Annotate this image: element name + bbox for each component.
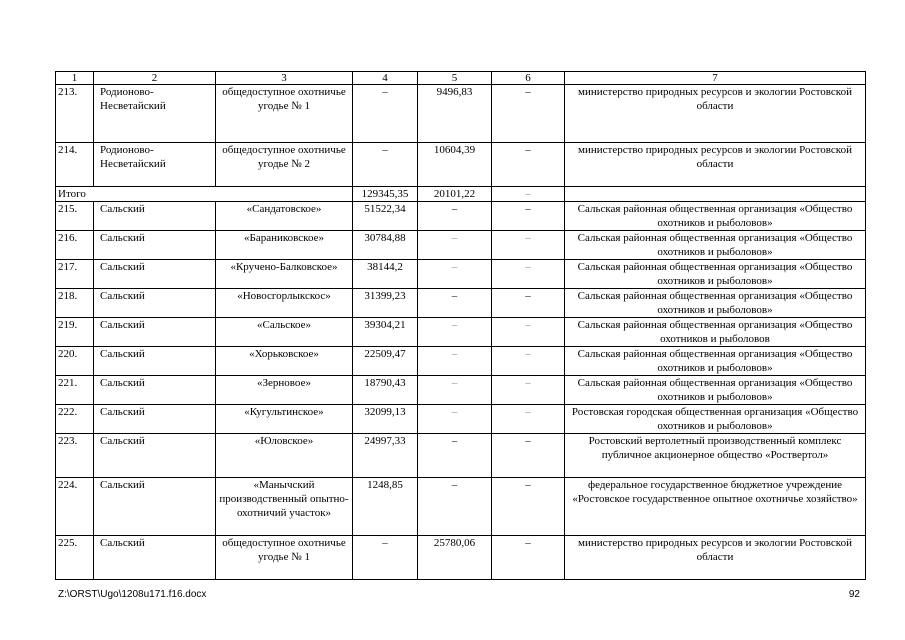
organization-cell: Сальская районная общественная организация «Общество охотников и рыболовов»	[565, 231, 866, 260]
row-number: 221.	[56, 376, 94, 405]
col6-cell: –	[492, 318, 565, 347]
area-cell: 38144,2	[353, 260, 418, 289]
district-cell: Сальский	[94, 318, 216, 347]
public-area-cell: –	[418, 260, 492, 289]
table-row	[56, 260, 866, 289]
row-number: 213.	[56, 85, 94, 143]
document-table	[55, 71, 866, 580]
table-row	[56, 318, 866, 347]
col6-cell: –	[492, 260, 565, 289]
row-number: 224.	[56, 478, 94, 536]
public-area-cell: –	[418, 347, 492, 376]
area-cell: 32099,13	[353, 405, 418, 434]
table-row	[56, 376, 866, 405]
hunting-ground-name: «Юловское»	[216, 434, 353, 478]
public-area-cell: –	[418, 318, 492, 347]
public-area-cell: 25780,06	[418, 536, 492, 580]
district-cell: Сальский	[94, 405, 216, 434]
district-cell: Сальский	[94, 536, 216, 580]
header-cell: 6	[492, 72, 565, 85]
page-number: 92	[848, 589, 860, 600]
district-cell: Сальский	[94, 478, 216, 536]
hunting-ground-name: «Зерновое»	[216, 376, 353, 405]
header-cell: 2	[94, 72, 216, 85]
col6-cell: –	[492, 405, 565, 434]
table-row	[56, 143, 866, 187]
organization-cell: Сальская районная общественная организация «Общество охотников и рыболовов»	[565, 260, 866, 289]
table-row	[56, 405, 866, 434]
col6-cell: –	[492, 231, 565, 260]
total-label: Итого	[56, 187, 353, 202]
hunting-ground-name: «Бараниковское»	[216, 231, 353, 260]
public-area-cell: –	[418, 202, 492, 231]
organization-cell: министерство природных ресурсов и экологии Ростовской области	[565, 85, 866, 143]
district-cell: Сальский	[94, 347, 216, 376]
table-row	[56, 434, 866, 478]
total-empty-cell	[565, 187, 866, 202]
header-cell: 7	[565, 72, 866, 85]
total-col6-cell: –	[492, 187, 565, 202]
area-cell: 39304,21	[353, 318, 418, 347]
organization-cell: Сальская районная общественная организация «Общество охотников и рыболовов»	[565, 289, 866, 318]
organization-cell: Сальская районная общественная организация «Общество охотников и рыболовов	[565, 318, 866, 347]
col6-cell: –	[492, 143, 565, 187]
district-cell: Сальский	[94, 202, 216, 231]
table-row	[56, 231, 866, 260]
total-row	[56, 187, 866, 202]
organization-cell: министерство природных ресурсов и экологии Ростовской области	[565, 536, 866, 580]
public-area-cell: –	[418, 478, 492, 536]
hunting-ground-name: «Сандатовское»	[216, 202, 353, 231]
district-cell: Сальский	[94, 289, 216, 318]
table-row	[56, 478, 866, 536]
hunting-ground-name: «Манычский производственный опытно-охотничий участок»	[216, 478, 353, 536]
organization-cell: Сальская районная общественная организация «Общество охотников и рыболовов»	[565, 376, 866, 405]
table-row	[56, 202, 866, 231]
area-cell: –	[353, 85, 418, 143]
area-cell: 18790,43	[353, 376, 418, 405]
row-number: 217.	[56, 260, 94, 289]
col6-cell: –	[492, 202, 565, 231]
hunting-ground-name: «Кугультинское»	[216, 405, 353, 434]
public-area-cell: –	[418, 289, 492, 318]
organization-cell: Сальская районная общественная организация «Общество охотников и рыболовов»	[565, 347, 866, 376]
col6-cell: –	[492, 289, 565, 318]
table-row	[56, 85, 866, 143]
header-cell: 5	[418, 72, 492, 85]
row-number: 215.	[56, 202, 94, 231]
total-public-area-cell: 20101,22	[418, 187, 492, 202]
row-number: 219.	[56, 318, 94, 347]
row-number: 220.	[56, 347, 94, 376]
area-cell: –	[353, 536, 418, 580]
hunting-ground-name: «Кручено-Балковское»	[216, 260, 353, 289]
footer-file-path: Z:\ORST\Ugo\1208u171.f16.docx	[58, 589, 207, 600]
public-area-cell: 9496,83	[418, 85, 492, 143]
col6-cell: –	[492, 85, 565, 143]
area-cell: 1248,85	[353, 478, 418, 536]
public-area-cell: –	[418, 376, 492, 405]
col6-cell: –	[492, 376, 565, 405]
district-cell: Сальский	[94, 260, 216, 289]
hunting-ground-name: «Новосгорлыкскос»	[216, 289, 353, 318]
area-cell: –	[353, 143, 418, 187]
table-row	[56, 289, 866, 318]
hunting-ground-name: «Сальское»	[216, 318, 353, 347]
organization-cell: Ростовская городская общественная организация «Общество охотников и рыболовов»	[565, 405, 866, 434]
public-area-cell: –	[418, 405, 492, 434]
area-cell: 51522,34	[353, 202, 418, 231]
total-area-cell: 129345,35	[353, 187, 418, 202]
row-number: 225.	[56, 536, 94, 580]
district-cell: Родионово-Несветайский	[94, 85, 216, 143]
area-cell: 24997,33	[353, 434, 418, 478]
area-cell: 30784,88	[353, 231, 418, 260]
hunting-ground-name: общедоступное охотничье угодье № 1	[216, 536, 353, 580]
public-area-cell: –	[418, 434, 492, 478]
row-number: 223.	[56, 434, 94, 478]
public-area-cell: 10604,39	[418, 143, 492, 187]
district-cell: Сальский	[94, 376, 216, 405]
col6-cell: –	[492, 434, 565, 478]
district-cell: Сальский	[94, 231, 216, 260]
organization-cell: федеральное государственное бюджетное учреждение «Ростовское государственное опытное охотничье хозяйство»	[565, 478, 866, 536]
header-cell: 3	[216, 72, 353, 85]
organization-cell: Сальская районная общественная организация «Общество охотников и рыболовов»	[565, 202, 866, 231]
col6-cell: –	[492, 478, 565, 536]
row-number: 216.	[56, 231, 94, 260]
district-cell: Родионово-Несветайский	[94, 143, 216, 187]
district-cell: Сальский	[94, 434, 216, 478]
hunting-ground-name: общедоступное охотничье угодье № 2	[216, 143, 353, 187]
hunting-ground-name: общедоступное охотничье угодье № 1	[216, 85, 353, 143]
public-area-cell: –	[418, 231, 492, 260]
table-row	[56, 536, 866, 580]
row-number: 214.	[56, 143, 94, 187]
table-row	[56, 347, 866, 376]
table-header-row	[56, 72, 866, 85]
row-number: 222.	[56, 405, 94, 434]
header-cell: 4	[353, 72, 418, 85]
hunting-ground-name: «Хорьковское»	[216, 347, 353, 376]
row-number: 218.	[56, 289, 94, 318]
header-cell: 1	[56, 72, 94, 85]
area-cell: 31399,23	[353, 289, 418, 318]
col6-cell: –	[492, 536, 565, 580]
organization-cell: министерство природных ресурсов и экологии Ростовской области	[565, 143, 866, 187]
col6-cell: –	[492, 347, 565, 376]
area-cell: 22509,47	[353, 347, 418, 376]
organization-cell: Ростовский вертолетный производственный комплекс публичное акционерное общество «Роствертол»	[565, 434, 866, 478]
